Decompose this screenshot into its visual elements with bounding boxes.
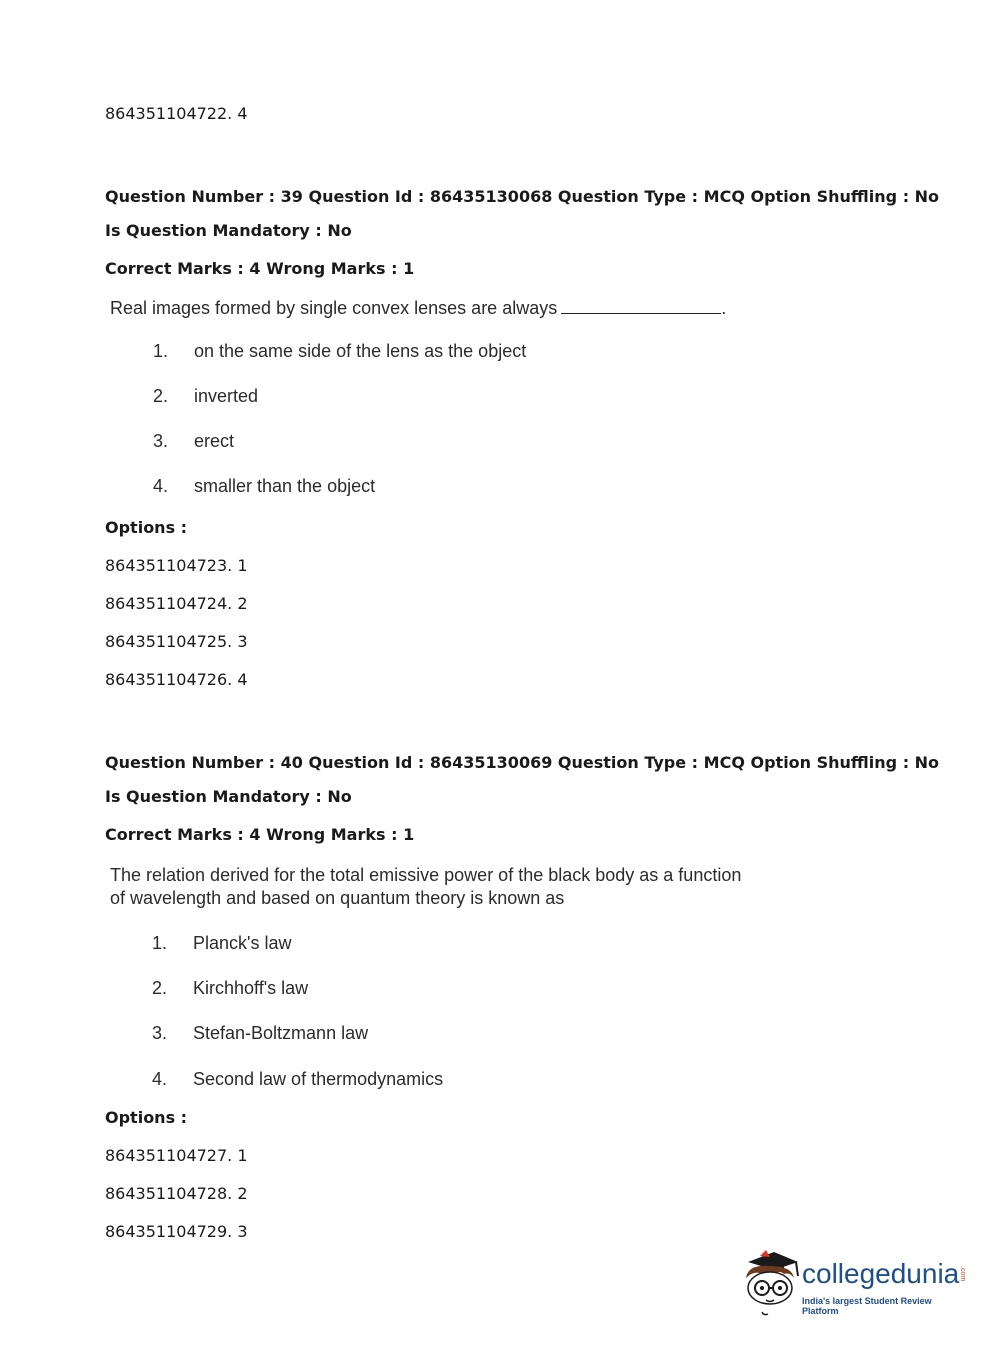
option-id: 864351104729. 3 (105, 1222, 248, 1241)
choice-number: 1. (152, 933, 168, 953)
option-id: 864351104726. 4 (105, 670, 248, 689)
question-text-line: . (721, 298, 727, 318)
option-id: 864351104728. 2 (105, 1184, 248, 1203)
choice-number: 3. (153, 431, 169, 451)
option-id: 864351104722. 4 (105, 104, 248, 123)
question-text (110, 295, 726, 319)
choice-number: 4. (152, 1069, 168, 1089)
options-label: Options : (105, 518, 188, 537)
choice-number: 3. (152, 1023, 168, 1043)
choice-text: on the same side of the lens as the object (194, 341, 527, 361)
choice-number: 2. (153, 386, 169, 406)
logo-wordmark: collegedunia (802, 1258, 960, 1289)
logo-tagline: India's largest Student Review Platform (802, 1296, 932, 1316)
question-marks: Correct Marks : 4 Wrong Marks : 1 (105, 259, 415, 278)
choice-text: erect (194, 431, 235, 451)
choice-text: Kirchhoff's law (193, 978, 309, 998)
question-mandatory: Is Question Mandatory : No (105, 221, 352, 240)
question-marks: Correct Marks : 4 Wrong Marks : 1 (105, 825, 415, 844)
choice-text: Second law of thermodynamics (193, 1069, 444, 1089)
choice-number: 4. (153, 476, 169, 496)
choice-text: smaller than the object (194, 476, 376, 496)
choice-text: Stefan-Boltzmann law (193, 1023, 369, 1043)
choice-text: inverted (194, 386, 259, 406)
question-text-line: The relation derived for the total emissive power of the black body as a function (110, 865, 742, 885)
question-text-line: of wavelength and based on quantum theory is known as (110, 888, 565, 908)
mascot-icon (740, 1248, 800, 1318)
question-header: Question Number : 40 Question Id : 86435130069 Question Type : MCQ Option Shuffling : No (105, 753, 940, 772)
option-id: 864351104727. 1 (105, 1146, 248, 1165)
collegedunia-logo (740, 1248, 970, 1318)
answer-blank (561, 295, 721, 314)
options-label: Options : (105, 1108, 188, 1127)
question-text-line: Real images formed by single convex lenses are always (110, 298, 558, 318)
question-mandatory: Is Question Mandatory : No (105, 787, 352, 806)
choice-number: 1. (153, 341, 169, 361)
choice-text: Planck's law (193, 933, 292, 953)
option-id: 864351104723. 1 (105, 556, 248, 575)
question-header: Question Number : 39 Question Id : 86435130068 Question Type : MCQ Option Shuffling : No (105, 187, 940, 206)
option-id: 864351104724. 2 (105, 594, 248, 613)
choice-number: 2. (152, 978, 168, 998)
option-id: 864351104725. 3 (105, 632, 248, 651)
logo-tld: .com (959, 1266, 966, 1282)
